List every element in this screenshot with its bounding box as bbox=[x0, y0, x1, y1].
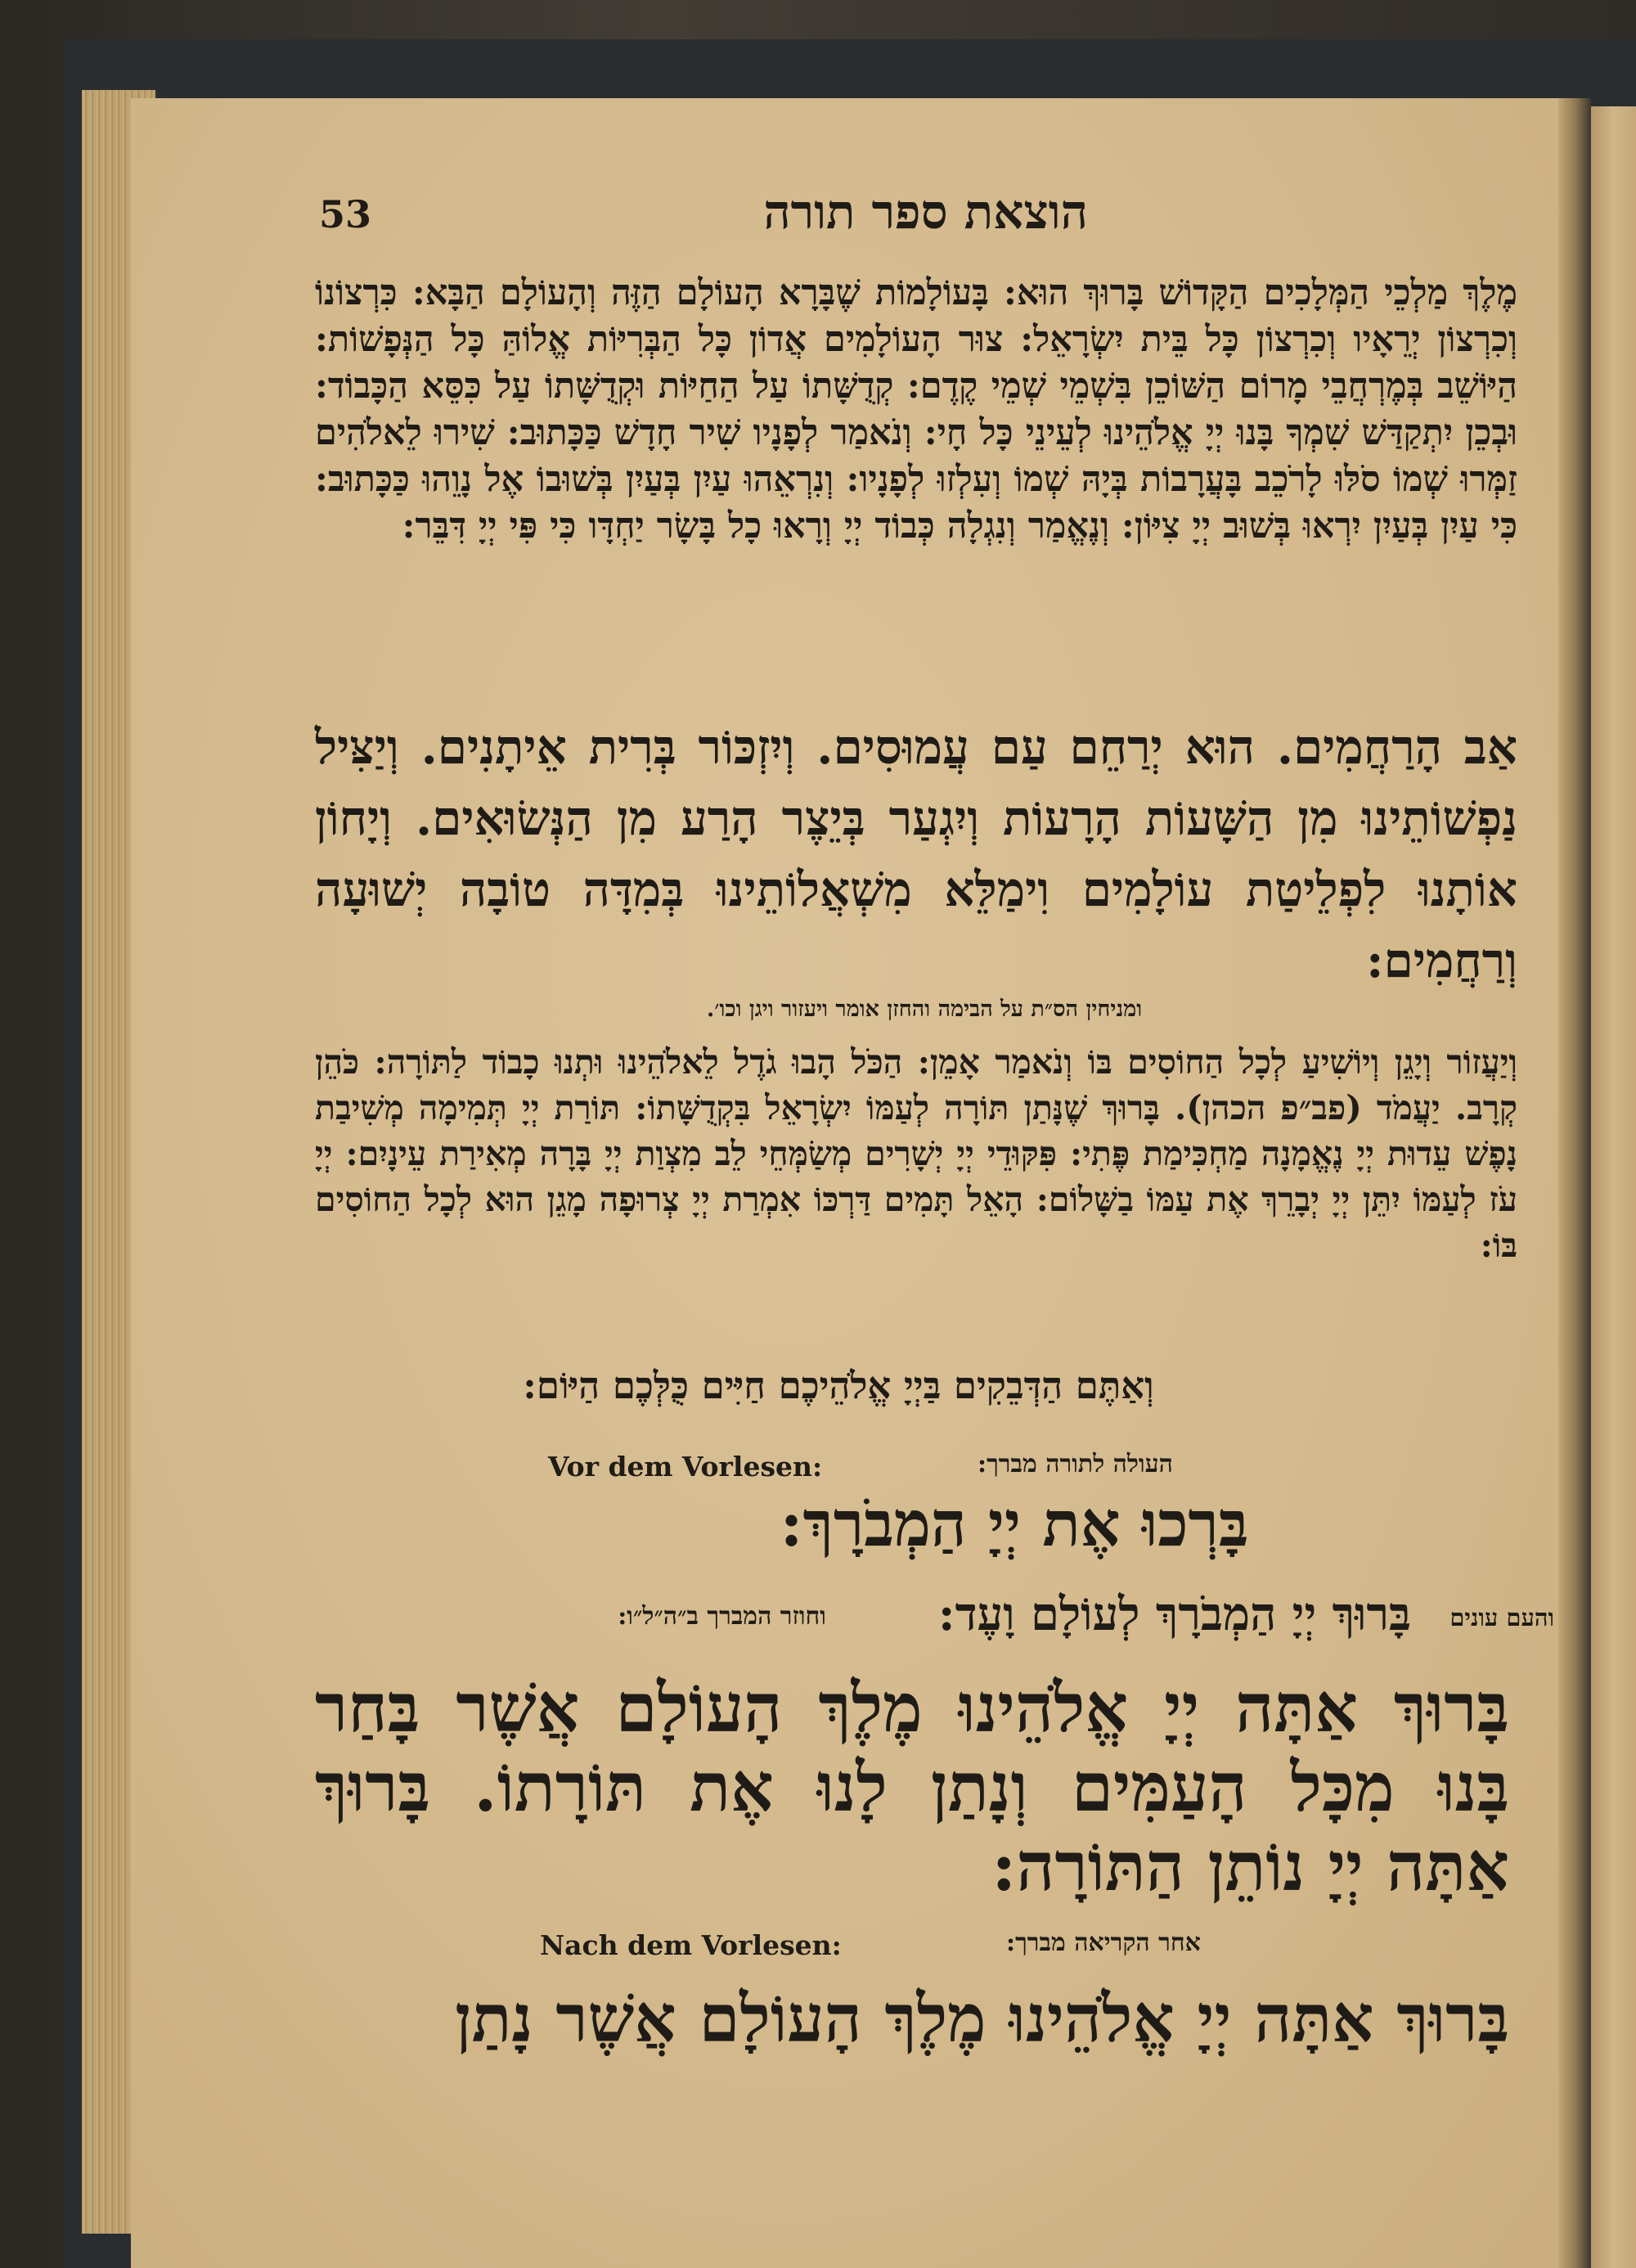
veyaazor-paragraph: וְיַעֲזוֹר וְיָגֵן וְיוֹשִׁיעַ לְכָל הַחוֹסִים בּוֹ וְנֹאמַר אָמֵן: הַכֹּל הָבוּ גֹדֶל לֵאלֹהֵינוּ וּתְנוּ כָבוֹד לַתּוֹרָה: כֹּהֵן קְרָב. יַעֲמֹד (פב״פ הכהן). בָּרוּךְ שֶׁנָּתַן תּוֹרָה לְעַמּוֹ יִשְׂרָאֵל בִּקְדֻשָּׁתוֹ: תּוֹרַת יְיָ תְּמִימָה מְשִׁיבַת נָפֶשׁ עֵדוּת יְיָ נֶאֱמָנָה מַחְכִּימַת פֶּתִי: פִּקּוּדֵי יְיָ יְשָׁרִים מְשַׂמְּחֵי לֵב מִצְוַת יְיָ בָּרָה מְאִירַת עֵינָיִם: יְיָ עֹז לְעַמּוֹ יִתֵּן יְיָ יְבָרֵךְ אֶת עַמּוֹ בַשָּׁלוֹם: הָאֵל תָּמִים דַּרְכּוֹ אִמְרַת יְיָ צְרוּפָה מָגֵן הוּא לְכָל הַחוֹסִים בּוֹ: bbox=[315, 1042, 1517, 1265]
page-title: הוצאת ספר תורה bbox=[763, 184, 1088, 240]
instruction-note: ומניחין הס״ת על הבימה והחזן אומר ויעזור ויגן וכו׳. bbox=[706, 997, 1143, 1022]
page-number: 53 bbox=[319, 192, 372, 236]
intro-paragraph: מֶלֶךְ מַלְכֵי הַמְּלָכִים הַקָּדוֹשׁ בָּרוּךְ הוּא: בָּעוֹלָמוֹת שֶׁבָּרָא הָעוֹלָם הַזֶּה וְהָעוֹלָם הַבָּא: כִּרְצוֹנוֹ וְכִרְצוֹן יְרֵאָיו וְכִרְצוֹן כָּל בֵּית יִשְׂרָאֵל: צוּר הָעוֹלָמִים אֲדוֹן כָּל הַבְּרִיּוֹת אֱלוֹהַּ כָּל הַנְּפָשׁוֹת: הַיּוֹשֵׁב בְּמֶרְחֲבֵי מָרוֹם הַשּׁוֹכֵן בִּשְׁמֵי שְׁמֵי קֶדֶם: קְדֻשָּׁתוֹ עַל הַחַיּוֹת וּקְדֻשָּׁתוֹ עַל כִּסֵּא הַכָּבוֹד: וּבְכֵן יִתְקַדַּשׁ שִׁמְךָ בָּנוּ יְיָ אֱלֹהֵינוּ לְעֵינֵי כָּל חָי: וְנֹאמַר לְפָנָיו שִׁיר חָדָשׁ כַּכָּתוּב: שִׁירוּ לֵאלֹהִים זַמְּרוּ שְׁמוֹ סֹלּוּ לָרֹכֵב בָּעֲרָבוֹת בְּיָהּ שְׁמוֹ וְעִלְזוּ לְפָנָיו: וְנִרְאֵהוּ עַיִן בְּעַיִן בְּשׁוּבוֹ אֶל נָוֵהוּ כַּכָּתוּב: כִּי עַיִן בְּעַיִן יִרְאוּ בְּשׁוּב יְיָ צִיּוֹן: וְנֶאֱמַר וְנִגְלָה כְּבוֹד יְיָ וְרָאוּ כָל בָּשָׂר יַחְדָּו כִּי פִּי יְיָ דִּבֵּר: bbox=[315, 272, 1517, 547]
barchu-line: בָּרְכוּ אֶת יְיָ הַמְבֹרָךְ: bbox=[780, 1487, 1249, 1560]
torah-blessing-before: בָּרוּךְ אַתָּה יְיָ אֱלֹהֵינוּ מֶלֶךְ הָעוֹלָם אֲשֶׁר בָּחַר בָּנוּ מִכָּל הָעַמִּים וְנָתַן לָנוּ אֶת תּוֹרָתוֹ. בָּרוּךְ אַתָּה יְיָ נוֹתֵן הַתּוֹרָה: bbox=[315, 1669, 1509, 1906]
veatem-verse: וְאַתֶּם הַדְּבֵקִים בַּיְיָ אֱלֹהֵיכֶם חַיִּים כֻּלְּכֶם הַיּוֹם: bbox=[523, 1364, 1154, 1407]
after-reading-label-hebrew: אחר הקריאה מברך: bbox=[1006, 1928, 1201, 1957]
facing-page-edge bbox=[1591, 106, 1636, 2268]
congregation-response-row bbox=[360, 1587, 1554, 1653]
after-reading-label-german: Nach dem Vorlesen: bbox=[540, 1929, 842, 1961]
before-reading-label-german: Vor dem Vorlesen: bbox=[548, 1451, 823, 1483]
response-text: בָּרוּךְ יְיָ הַמְבֹרָךְ לְעוֹלָם וָעֶד: bbox=[937, 1587, 1411, 1641]
book-gutter bbox=[1558, 98, 1591, 2268]
response-tail-note: וחוזר המברך ב״ה״ל״ו: bbox=[618, 1602, 826, 1631]
torah-blessing-after: בָּרוּךְ אַתָּה יְיָ אֱלֹהֵינוּ מֶלֶךְ הָעוֹלָם אֲשֶׁר נָתַן bbox=[455, 1980, 1509, 2057]
av-harachamim-paragraph: אַב הָרַחֲמִים. הוּא יְרַחֵם עַם עֲמוּסִים. וְיִזְכּוֹר בְּרִית אֵיתָנִים. וְיַצִּיל נַפְשׁוֹתֵינוּ מִן הַשָּׁעוֹת הָרָעוֹת וְיִגְעַר בְּיֵצֶר הָרַע מִן הַנְּשׂוּאִים. וְיָחוֹן אוֹתָנוּ לִפְלֵיטַת עוֹלָמִים וִימַלֵּא מִשְׁאֲלוֹתֵינוּ בְּמִדָּה טוֹבָה יְשׁוּעָה וְרַחֲמִים: bbox=[315, 719, 1517, 988]
before-reading-label-hebrew: העולה לתורה מברך: bbox=[978, 1450, 1173, 1478]
page-header bbox=[319, 184, 1513, 258]
response-lead-note: והעם עונים bbox=[1449, 1604, 1554, 1631]
